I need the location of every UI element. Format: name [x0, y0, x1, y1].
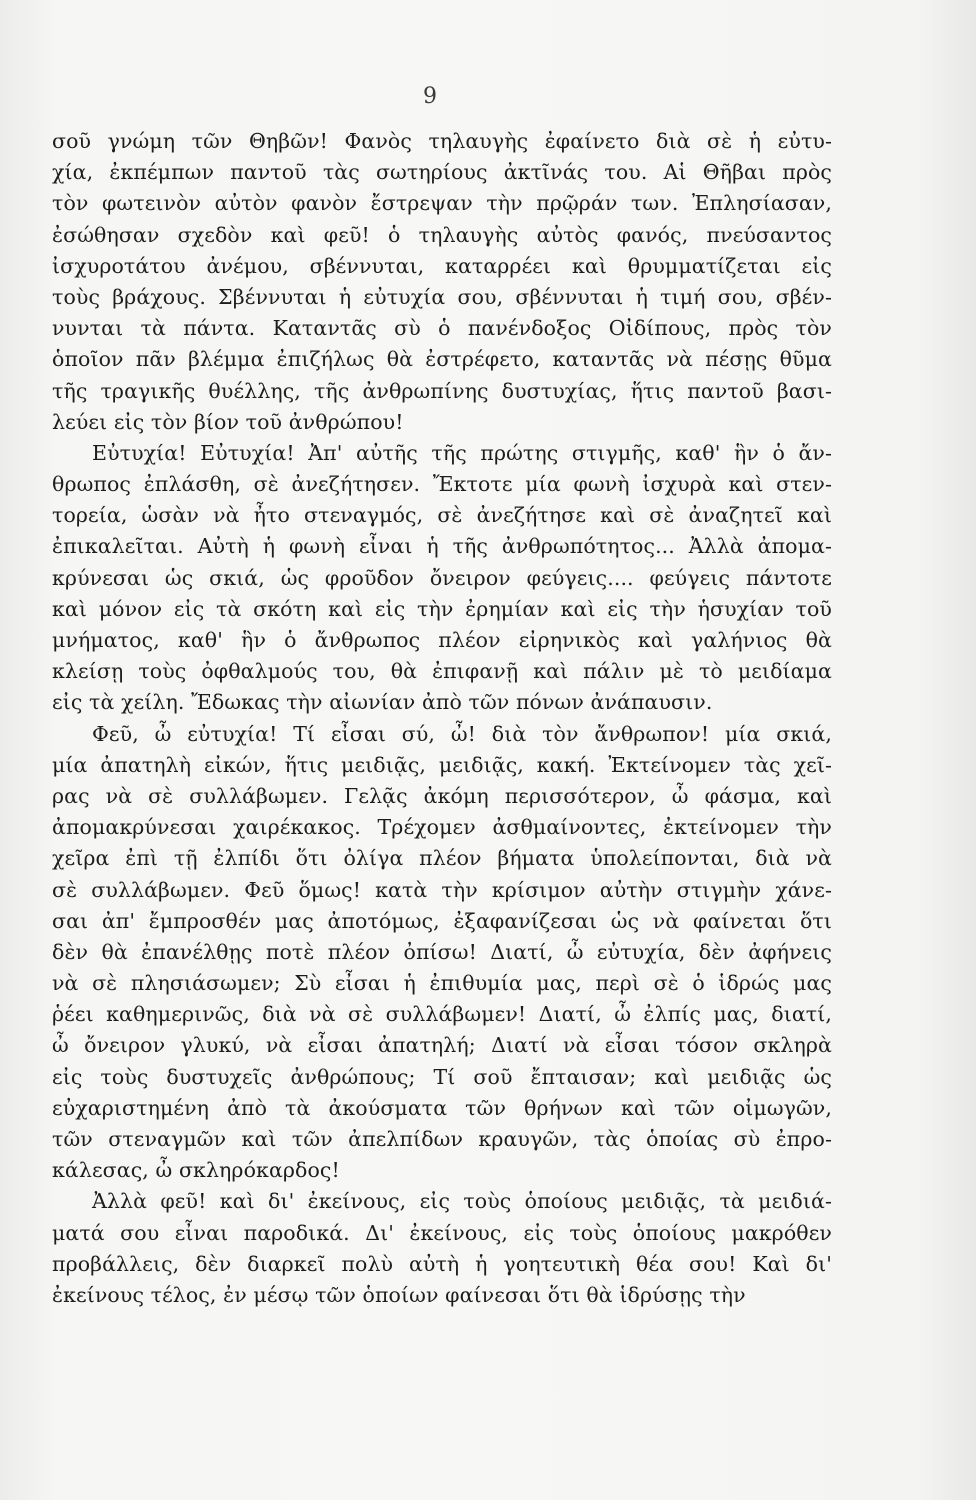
text-line: κλείσῃ τοὺς ὀφθαλμούς του, θὰ ἐπιφανῇ καὶ πάλιν μὲ τὸ μειδίαμα: [52, 659, 832, 684]
text-line: ὦ ὄνειρον γλυκύ, νὰ εἶσαι ἀπατηλή; Διατί νὰ εἶσαι τόσον σκληρὰ: [52, 1033, 832, 1058]
text-line: εἰς τοὺς δυστυχεῖς ἀνθρώπους; Τί σοῦ ἔπταισαν; καὶ μειδιᾷς ὡς: [52, 1064, 832, 1089]
text-line: ρας νὰ σὲ συλλάβωμεν. Γελᾷς ἀκόμη περισσότερον, ὦ φάσμα, καὶ: [52, 783, 832, 808]
text-line: τῶν στεναγμῶν καὶ τῶν ἀπελπίδων κραυγῶν, τὰς ὁποίας σὺ ἐπρο-: [52, 1127, 832, 1151]
text-line: προβάλλεις, δὲν διαρκεῖ πολὺ αὐτὴ ἡ γοητευτικὴ θέα σου! Καὶ δι': [52, 1251, 832, 1276]
text-line: λεύει εἰς τὸν βίον τοῦ ἀνθρώπου!: [52, 409, 404, 434]
text-line: χία, ἐκπέμπων παντοῦ τὰς σωτηρίους ἀκτῖνάς του. Αἱ Θῆβαι πρὸς: [52, 160, 832, 185]
text-line: Εὐτυχία! Εὐτυχία! Ἀπ' αὐτῆς τῆς πρώτης στιγμῆς, καθ' ἣν ὁ ἄν-: [92, 440, 832, 465]
text-line: ματά σου εἶναι παροδικά. Δι' ἐκείνους, εἰς τοὺς ὁποίους μακρόθεν: [52, 1220, 832, 1245]
text-line: σοῦ γνώμη τῶν Θηβῶν! Φανὸς τηλαυγὴς ἐφαίνετο διὰ σὲ ἡ εὐτυ-: [52, 129, 832, 153]
text-line: εἰς τὰ χείλη. Ἔδωκας τὴν αἰωνίαν ἀπὸ τῶν πόνων ἀνάπαυσιν.: [52, 690, 713, 715]
text-line: θρωπος ἐπλάσθη, σὲ ἀνεζήτησεν. Ἔκτοτε μία φωνὴ ἰσχυρὰ καὶ στεν-: [52, 472, 832, 497]
text-line: χεῖρα ἐπὶ τῇ ἐλπίδι ὅτι ὀλίγα πλέον βήματα ὑπολείπονται, διὰ νὰ: [52, 846, 832, 871]
text-line: σὲ συλλάβωμεν. Φεῦ ὅμως! κατὰ τὴν κρίσιμον αὐτὴν στιγμὴν χάνε-: [52, 877, 832, 902]
text-line: ἐκείνους τέλος, ἐν μέσῳ τῶν ὁποίων φαίνεσαι ὅτι θὰ ἱδρύσῃς τὴν: [52, 1282, 746, 1307]
text-line: ἐπικαλεῖται. Αὐτὴ ἡ φωνὴ εἶναι ἡ τῆς ἀνθρωπότητος... Ἀλλὰ ἀπομα-: [52, 534, 832, 559]
text-line: Φεῦ, ὦ εὐτυχία! Τί εἶσαι σύ, ὦ! διὰ τὸν ἄνθρωπον! μία σκιά,: [92, 721, 832, 746]
text-line: μία ἀπατηλὴ εἰκών, ἥτις μειδιᾷς, μειδιᾷς, κακή. Ἐκτείνομεν τὰς χεῖ-: [52, 752, 832, 777]
text-line: εὐχαριστημένη ἀπὸ τὰ ἀκούσματα τῶν θρήνων καὶ τῶν οἰμωγῶν,: [52, 1095, 832, 1120]
text-line: τὸν φωτεινὸν αὐτὸν φανὸν ἔστρεψαν τὴν πρῷράν των. Ἐπλησίασαν,: [52, 191, 832, 216]
text-line: δὲν θὰ ἐπανέλθῃς ποτὲ πλέον ὀπίσω! Διατί, ὦ εὐτυχία, δὲν ἀφήνεις: [52, 939, 832, 964]
text-line: σαι ἀπ' ἔμπροσθέν μας ἀποτόμως, ἐξαφανίζεσαι ὡς νὰ φαίνεται ὅτι: [52, 908, 832, 933]
text-line: νὰ σὲ πλησιάσωμεν; Σὺ εἶσαι ἡ ἐπιθυμία μας, περὶ σὲ ὁ ἱδρώς μας: [52, 971, 832, 996]
text-line: νυνται τὰ πάντα. Καταντᾶς σὺ ὁ πανένδοξος Οἰδίπους, πρὸς τὸν: [52, 316, 832, 341]
text-line: ἀπομακρύνεσαι χαιρέκακος. Τρέχομεν ἀσθμαίνοντες, ἐκτείνομεν τὴν: [52, 815, 832, 840]
text-line: τοὺς βράχους. Σβέννυται ἡ εὐτυχία σου, σβέννυται ἡ τιμή σου, σβέν-: [52, 284, 832, 309]
text-line: κρύνεσαι ὡς σκιά, ὡς φροῦδον ὄνειρον φεύγεις.... φεύγεις πάντοτε: [52, 565, 832, 590]
text-line: ὁποῖον πᾶν βλέμμα ἐπιζήλως θὰ ἐστρέφετο, καταντᾶς νὰ πέσῃς θῦμα: [52, 347, 832, 372]
text-line: τορεία, ὡσὰν νὰ ἦτο στεναγμός, σὲ ἀνεζήτησε καὶ σὲ ἀναζητεῖ καὶ: [52, 503, 832, 528]
text-line: καὶ μόνον εἰς τὰ σκότη καὶ εἰς τὴν ἐρημίαν καὶ εἰς τὴν ἡσυχίαν τοῦ: [52, 596, 832, 621]
text-line: Ἀλλὰ φεῦ! καὶ δι' ἐκείνους, εἰς τοὺς ὁποίους μειδιᾷς, τὰ μειδιά-: [92, 1189, 832, 1214]
page-number: 9: [423, 84, 437, 109]
text-line: μνήματος, καθ' ἣν ὁ ἄνθρωπος πλέον εἰρηνικὸς καὶ γαλήνιος θὰ: [52, 628, 832, 652]
text-line: ἰσχυροτάτου ἀνέμου, σβέννυται, καταρρέει καὶ θρυμματίζεται εἰς: [52, 253, 832, 278]
text-line: ῥέει καθημερινῶς, διὰ νὰ σὲ συλλάβωμεν! Διατί, ὦ ἐλπίς μας, διατί,: [52, 1002, 832, 1027]
text-line: τῆς τραγικῆς θυέλλης, τῆς ἀνθρωπίνης δυστυχίας, ἥτις παντοῦ βασι-: [52, 378, 832, 403]
body-text: [52, 126, 832, 1311]
text-line: κάλεσας, ὦ σκληρόκαρδος!: [52, 1158, 340, 1183]
text-line: ἐσώθησαν σχεδὸν καὶ φεῦ! ὁ τηλαυγὴς αὐτὸς φανός, πνεύσαντος: [52, 222, 832, 247]
